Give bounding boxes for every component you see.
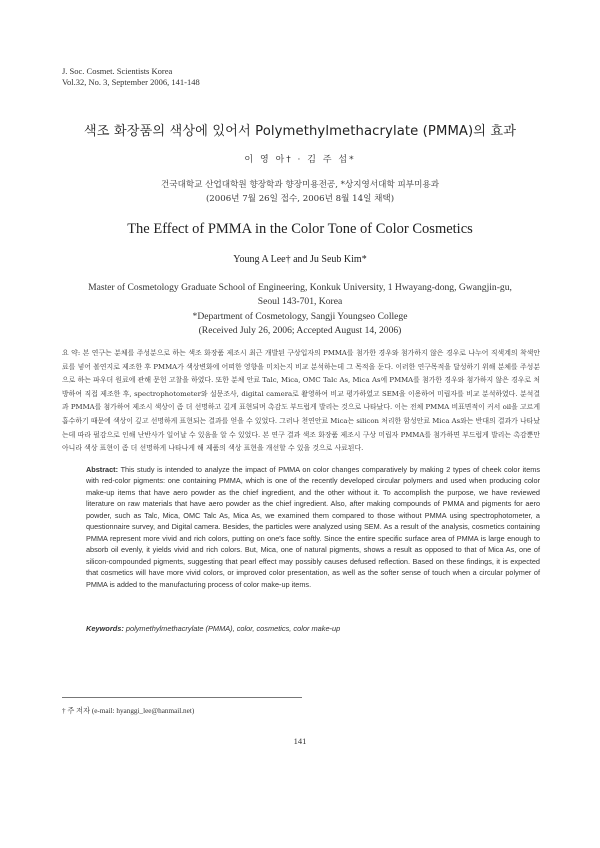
- english-affiliation-line1: Master of Cosmetology Graduate School of Engineering, Konkuk University, 1 Hwayang-dong, Gwangjin-gu,: [88, 282, 512, 293]
- english-affiliation: [60, 281, 540, 339]
- abstract-text: This study is intended to analyze the impact of PMMA on color changes comparatively by making 2 types of cheek color items with red-color pigments: one containing PMMA, which is one of the recently developed circular polymers and used when producing color make-up items that have aero powder as the chief ingredient, and the other without it. To accomplish the purpose, we have reviewed literature on raw materials that have aero powder as the chief ingredient. Also, after making compounds of PMMA and pigments for aero powder, such as Talc, Mica, OMC Talc As, Mica As, we examined them compared to those without PMMA using spectrophotometer, a questionnaire survey, and Digital camera. Besides, the particles were analyzed using SEM. As a result of the analysis, cosmetics containing PMMA represent more vivid and rich colors, putting on one's face softly. Since the entire specific surface area of PMMA is large enough to absorb oil evenly, it yields vivid and rich colors. But, Mica, one of natural pigments, shows a result as opposed to that of Mica As, one of silicon-compounded pigments, suggesting that pearl effect may possibly causes defused reflection. Based on these findings, it is expected that cosmetics will have more vivid colors, or improved color presentation, as well as the softer sense of touch when a circular polymer of PMMA is added to the manufacturing process of color make-up items.: [86, 465, 540, 589]
- korean-abstract: 요 약: 본 연구는 분체를 주성분으로 하는 색조 화장품 제조시 최근 개발된 구상입자의 PMMA를 첨가한 경우와 첨가하지 않은 경우로 나누어 직색계의 착색안료를 넣어 볼연지로 제조한 후 PMMA가 색상변화에 어떠한 영향을 미치는지 비교 분석하는데 그 목적을 둔다. 이러한 연구목적을 달성하기 위해 분체를 주성분으로 하는 파우더 원료에 관해 문헌 고찰을 하였다. 또한 분체 안료 Talc, Mica, OMC Talc As, Mica As에 PMMA를 첨가한 경우와 첨가하지 않은 경우로 처방하여 직접 제조한 후, spectrophotometer와 설문조사, digital camera로 촬영하여 비교 평가하였고 SEM을 이용하여 미립자를 비교 분석하였다. 분석결과 PMMA를 첨가하여 제조시 색상이 좀 더 선명하고 깊게 표현되며 촉감도 부드럽게 발리는 것으로 나타났다. 이는 전체 PMMA 비표면적이 커서 oil을 고르게 흡수하기 때문에 색상이 깊고 선명하게 표현되는 결과를 얻을 수 있었다. 그러나 천연안료 Mica는 silicon 처리한 함성안료 Mica As와는 반대의 결과가 나타났는데 따라 펄감으로 인해 난반사가 일어날 수 있음을 알 수 있었다. 본 연구 결과 색조 화장품 제조시 구상 미립자 PMMA를 첨가하면 부드럽게 발리는 촉감뿐만 아니라 색상 표현이 좀 더 선명하게 나타나게 해 제품의 색상 표현을 개선할 수 있을 것으로 사료된다.: [62, 349, 540, 453]
- abstract-label: Abstract:: [86, 465, 119, 474]
- korean-received-dates: (2006년 7월 26일 접수, 2006년 8월 14일 채택): [205, 194, 395, 204]
- korean-authors: 이 영 아† · 김 주 섭*: [244, 155, 356, 165]
- english-authors: Young A Lee† and Ju Seub Kim*: [233, 254, 367, 265]
- english-affiliation-line2: Seoul 143-701, Korea: [257, 296, 343, 308]
- journal-volume: Vol.32, No. 3, September 2006, 141-148: [62, 77, 200, 87]
- keywords-label: Keywords:: [86, 624, 124, 633]
- page-number: 141: [293, 736, 307, 746]
- korean-affiliation: [0, 178, 600, 206]
- keywords: [86, 624, 540, 633]
- keywords-text: polymethylmethacrylate (PMMA), color, cosmetics, color make-up: [123, 624, 341, 633]
- journal-header: [62, 66, 200, 88]
- footnote-divider: [62, 697, 302, 698]
- footnote: † 주 저자 (e-mail: hyanggi_lee@hanmail.net): [62, 707, 195, 715]
- english-affiliation-line3: *Department of Cosmetology, Sangji Youngseo College: [192, 310, 408, 322]
- english-received-dates: (Received July 26, 2006; Accepted August 14, 2006): [198, 325, 402, 337]
- english-title: The Effect of PMMA in the Color Tone of Color Cosmetics: [127, 221, 473, 237]
- korean-title: 색조 화장품의 색상에 있어서 Polymethylmethacrylate (PMMA)의 효과: [83, 124, 517, 139]
- english-abstract: [86, 464, 540, 590]
- korean-affiliation-line: 건국대학교 산업대학원 향장학과 향장미용전공, *상지영서대학 피부미용과: [160, 180, 440, 190]
- journal-name: J. Soc. Cosmet. Scientists Korea: [62, 66, 173, 76]
